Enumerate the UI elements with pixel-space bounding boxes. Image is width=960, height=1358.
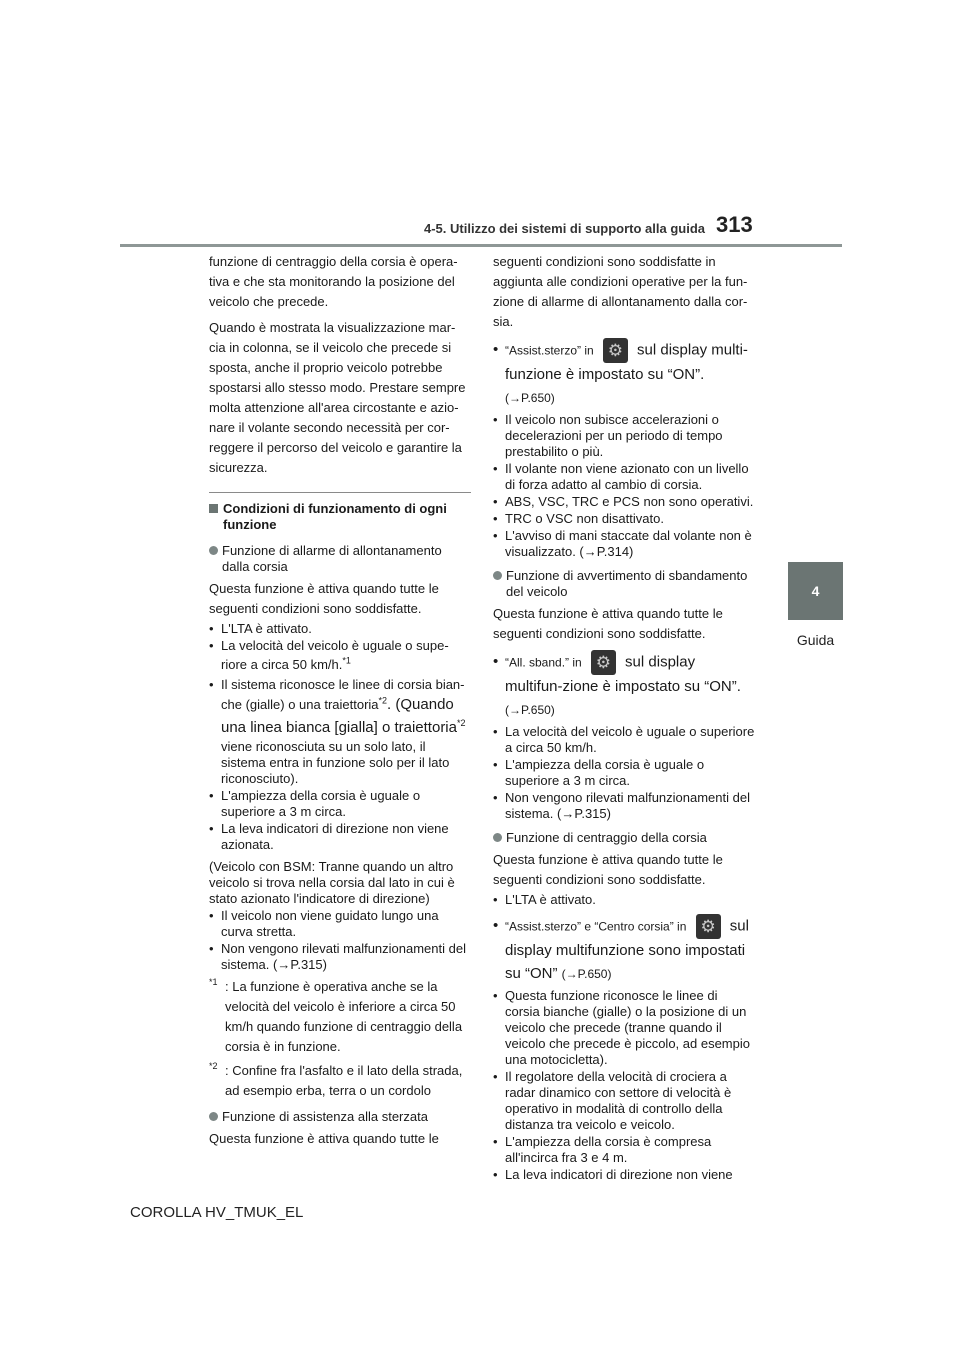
condition-note: (Veicolo con BSM: Tranne quando un altro veicolo si trova nella corsia dal lato in cui è stato azionato l'indicatore di direzione) [209,859,455,906]
page-number: 313 [716,212,753,237]
subheading-sway-warning: Funzione di avvertimento di sbandamento del veicolo [493,568,755,600]
list-item: • L'LTA è attivato. [493,892,755,908]
list-item: • La velocità del veicolo è uguale o supe- riore a circa 50 km/h.$^{*1}$ [209,638,471,676]
list-item: • Il sistema riconosce le linee di corsia bian- che (gialle) o una traiettoria$^{*2}$. (Quando una linea bianca [gialla] o traiettoria$^{*2}$ viene riconosciuta su un solo lato, il sistema entra in funzione solo per il lato riconosciuto). [209,677,471,787]
condition-intro: Questa funzione è attiva quando tutte le [209,1131,439,1146]
footnote-ref: *1 [342,655,351,666]
warning-paragraph: Quando è mostrata la visualizzazione mar- cia in colonna, se il veicolo che precede si sposta, anche il proprio veicolo potrebbe spostarsi allo stesso modo. Prestare sempre molta attenzione all'area circostante e azio- nare il volante secondo necessità per cor- reggere il percorso del veicolo e garantire la sicurezza. [209,320,466,475]
gear-icon: ⚙ [696,914,721,939]
footnote-2: *2 : Confine fra l'asfalto e il lato della strada, ad esempio erba, terra o un cordolo [209,1061,463,1098]
list-item: • Non vengono rilevati malfunzionamenti del sistema. (→P.315) [493,790,755,822]
subheading-lane-departure-alert: Funzione di allarme di allontanamento dalla corsia [209,543,471,575]
chapter-tab[interactable]: 4 [788,562,843,620]
condition-intro: Questa funzione è attiva quando tutte le seguenti condizioni sono soddisfatte. [493,852,723,887]
list-item-setting: • “Assist.sterzo” e “Centro corsia” in ⚙ sul display multifunzione sono impostati su “ON” (→P.650) [493,914,755,986]
list-item: • Il regolatore della velocità di crociera a radar dinamico con settore di velocità è operativo in modalità di controllo della distanza tra veicolo e veicolo. [493,1069,755,1133]
list-item: • La leva indicatori di direzione non viene azionata. [209,821,471,853]
footnote-ref: *2 [457,718,466,728]
list-item-setting: • “All. sband.” in ⚙ sul display multifun-zione è impostato su “ON”. (→P.650) [493,650,755,722]
gear-icon: ⚙ [603,338,628,363]
list-item: • Questa funzione riconosce le linee di corsia bianche (gialle) o la posizione di un veicolo che precede (tranne quando il veicolo che precede è piccolo, ad esempio una motocicletta). [493,988,755,1068]
condition-intro: Questa funzione è attiva quando tutte le seguenti condizioni sono soddisfatte. [209,581,439,616]
subheading-lane-centering: Funzione di centraggio della corsia [493,830,755,846]
list-item: • La leva indicatori di direzione non viene [493,1167,755,1183]
list-item: • Il veicolo non subisce accelerazioni o decelerazioni per un periodo di tempo prestabilito o più. [493,412,755,460]
list-item: • ABS, VSC, TRC e PCS non sono operativi. [493,494,755,510]
footnote-ref: *2 [378,695,388,706]
section-heading: Condizioni di funzionamento di ogni funzione [209,501,471,533]
list-item: • TRC o VSC non disattivato. [493,511,755,527]
list-item: • Il veicolo non viene guidato lungo una curva stretta. [209,908,471,940]
circle-bullet-icon [209,1112,218,1121]
list-item: • L'avviso di mani staccate dal volante non è visualizzato. (→P.314) [493,528,755,560]
condition-intro: Questa funzione è attiva quando tutte le seguenti condizioni sono soddisfatte. [493,606,723,641]
circle-bullet-icon [493,833,502,842]
page-reference-link[interactable]: (→P.650) [505,703,555,717]
left-column [209,252,471,1151]
list-item: • Il volante non viene azionato con un livello di forza adatto al cambio di corsia. [493,461,755,493]
section-divider [209,492,471,493]
subheading-steering-assist: Funzione di assistenza alla sterzata [209,1109,471,1125]
circle-bullet-icon [209,546,218,555]
continued-paragraph: seguenti condizioni sono soddisfatte in aggiunta alle condizioni operative per la fun- zione di allarme di allontanamento dalla cor- sia. [493,254,748,329]
square-bullet-icon [209,504,218,513]
circle-bullet-icon [493,571,502,580]
footer-model: COROLLA HV_TMUK_EL [130,1204,304,1221]
gear-icon: ⚙ [591,650,616,675]
list-item: • L'ampiezza della corsia è uguale o superiore a 3 m circa. [209,788,471,820]
section-title: 4-5. Utilizzo dei sistemi di supporto alla guida [424,221,705,236]
footnote-1: *1 : La funzione è operativa anche se la velocità del veicolo è inferiore a circa 50 km/h quando funzione di centraggio della corsia è in funzione. [209,977,463,1054]
header-rule [120,244,842,247]
list-item-setting: • “Assist.sterzo” in ⚙ sul display multi-funzione è impostato su “ON”. (→P.650) [493,338,755,410]
list-item: • Non vengono rilevati malfunzionamenti del sistema. (→P.315) [209,941,471,973]
page-reference-link[interactable]: (→P.650) [561,967,612,981]
list-item: • L'ampiezza della corsia è compresa all'incirca fra 3 e 4 m. [493,1134,755,1166]
list-item: • L'LTA è attivato. [209,621,471,637]
page-reference-link[interactable]: (→P.650) [505,391,555,405]
chapter-label: Guida [796,632,835,648]
intro-paragraph: funzione di centraggio della corsia è opera- tiva e che sta monitorando la posizione del veicolo che precede. [209,254,458,309]
list-item: • L'ampiezza della corsia è uguale o superiore a 3 m circa. [493,757,755,789]
list-item: • La velocità del veicolo è uguale o superiore a circa 50 km/h. [493,724,755,756]
right-column [493,252,755,1184]
